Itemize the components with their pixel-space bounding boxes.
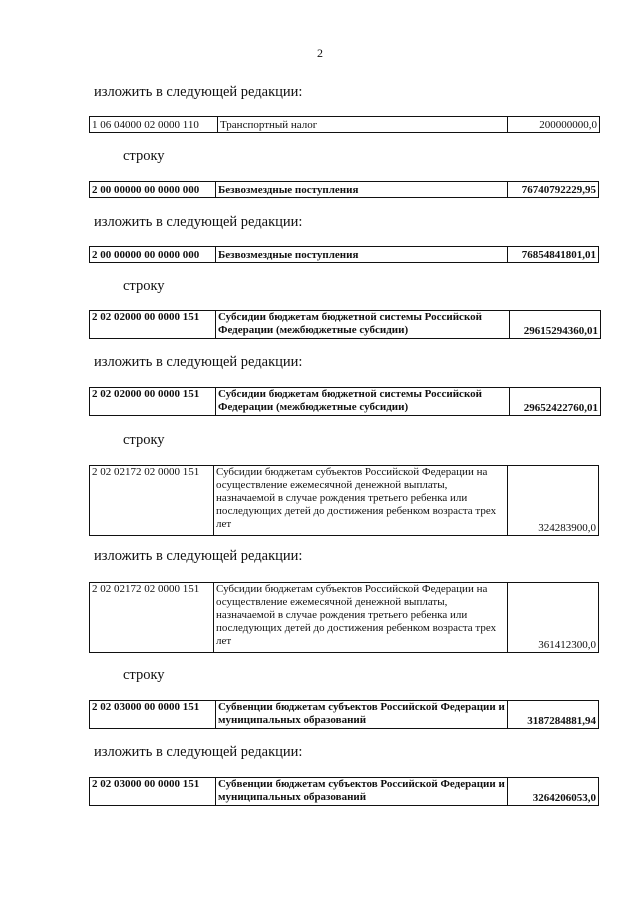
budget-code: 2 00 00000 00 0000 000 [90,247,216,263]
budget-amount: 29615294360,01 [510,311,601,339]
row-phrase: строку [123,148,165,164]
budget-amount: 3187284881,94 [508,701,599,729]
budget-record-table [89,582,599,653]
budget-record-table [89,387,601,416]
budget-code: 2 02 02172 02 0000 151 [90,583,214,653]
budget-item-name: Безвозмездные поступления [216,182,508,198]
budget-item-name: Безвозмездные поступления [216,247,508,263]
budget-item-name: Субвенции бюджетам субъектов Российской Федерации и муниципальных образований [216,778,508,806]
row-phrase: строку [123,432,165,448]
replace-phrase: изложить в следующей редакции: [94,84,303,100]
budget-item-name: Транспортный налог [218,117,508,133]
budget-record-table [89,246,599,263]
replace-phrase: изложить в следующей редакции: [94,354,303,370]
budget-amount: 361412300,0 [508,583,599,653]
budget-code: 2 02 03000 00 0000 151 [90,778,216,806]
budget-item-name: Субсидии бюджетам бюджетной системы Российской Федерации (межбюджетные субсидии) [216,311,510,339]
budget-record-table [89,700,599,729]
row-phrase: строку [123,278,165,294]
budget-amount: 3264206053,0 [508,778,599,806]
budget-code: 1 06 04000 02 0000 110 [90,117,218,133]
budget-amount: 76740792229,95 [508,182,599,198]
replace-phrase: изложить в следующей редакции: [94,214,303,230]
replace-phrase: изложить в следующей редакции: [94,744,303,760]
row-phrase: строку [123,667,165,683]
budget-item-name: Субсидии бюджетам бюджетной системы Российской Федерации (межбюджетные субсидии) [216,388,510,416]
budget-amount: 29652422760,01 [510,388,601,416]
budget-code: 2 00 00000 00 0000 000 [90,182,216,198]
budget-code: 2 02 02000 00 0000 151 [90,388,216,416]
budget-record-table [89,465,599,536]
budget-record-table [89,116,600,133]
budget-item-name: Субсидии бюджетам субъектов Российской Федерации на осуществление ежемесячной денежной выплаты, назначаемой в случае рождения третьего ребенка или последующих детей до достижения ребенком возраста трех лет [214,583,508,653]
budget-record-table [89,181,599,198]
page-number: 2 [317,46,323,60]
replace-phrase: изложить в следующей редакции: [94,548,303,564]
budget-code: 2 02 02000 00 0000 151 [90,311,216,339]
budget-code: 2 02 02172 02 0000 151 [90,466,214,536]
budget-code: 2 02 03000 00 0000 151 [90,701,216,729]
budget-item-name: Субсидии бюджетам субъектов Российской Федерации на осуществление ежемесячной денежной выплаты, назначаемой в случае рождения третьего ребенка или последующих детей до достижения ребенком возраста трех лет [214,466,508,536]
budget-record-table [89,310,601,339]
budget-item-name: Субвенции бюджетам субъектов Российской Федерации и муниципальных образований [216,701,508,729]
budget-amount: 324283900,0 [508,466,599,536]
budget-amount: 76854841801,01 [508,247,599,263]
budget-amount: 200000000,0 [508,117,600,133]
budget-record-table [89,777,599,806]
